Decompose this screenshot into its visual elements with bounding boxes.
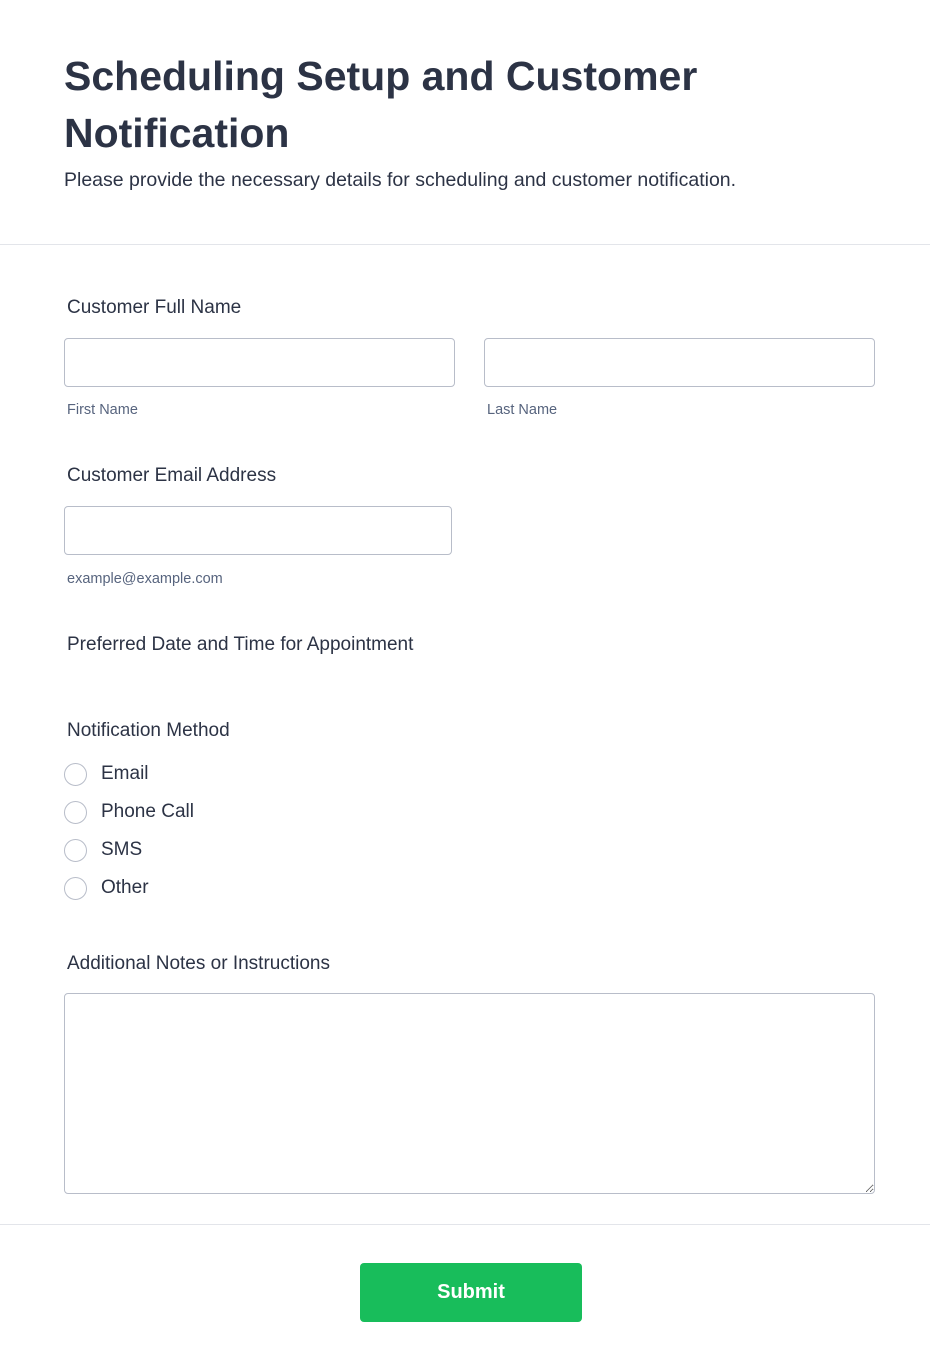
last-name-sublabel: Last Name (487, 402, 558, 418)
page-title: Scheduling Setup and Customer Notification (64, 53, 698, 156)
email-input[interactable] (64, 506, 452, 555)
form-header (0, 0, 930, 245)
radio-option-email[interactable] (64, 761, 149, 787)
radio-option-sms[interactable] (64, 837, 142, 863)
radio-label: Phone Call (101, 801, 194, 822)
radio-button[interactable] (64, 763, 87, 786)
last-name-input[interactable] (484, 338, 875, 387)
email-label: Customer Email Address (67, 465, 277, 486)
appointment-label: Preferred Date and Time for Appointment (67, 634, 414, 655)
first-name-input[interactable] (64, 338, 455, 387)
page-subtitle: Please provide the necessary details for scheduling and customer notification. (64, 169, 737, 191)
notification-method-label: Notification Method (67, 720, 230, 741)
radio-option-phone-call[interactable] (64, 799, 194, 825)
email-sublabel: example@example.com (67, 571, 223, 587)
first-name-sublabel: First Name (67, 402, 138, 418)
radio-label: Email (101, 763, 149, 784)
radio-option-other[interactable] (64, 875, 149, 901)
full-name-label: Customer Full Name (67, 297, 242, 318)
footer-divider (0, 1224, 930, 1225)
notes-label: Additional Notes or Instructions (67, 953, 330, 974)
radio-label: SMS (101, 839, 143, 860)
notes-textarea[interactable] (64, 993, 875, 1194)
radio-button[interactable] (64, 801, 87, 824)
radio-button[interactable] (64, 877, 87, 900)
submit-button[interactable]: Submit (360, 1263, 582, 1322)
radio-button[interactable] (64, 839, 87, 862)
radio-label: Other (101, 877, 149, 898)
